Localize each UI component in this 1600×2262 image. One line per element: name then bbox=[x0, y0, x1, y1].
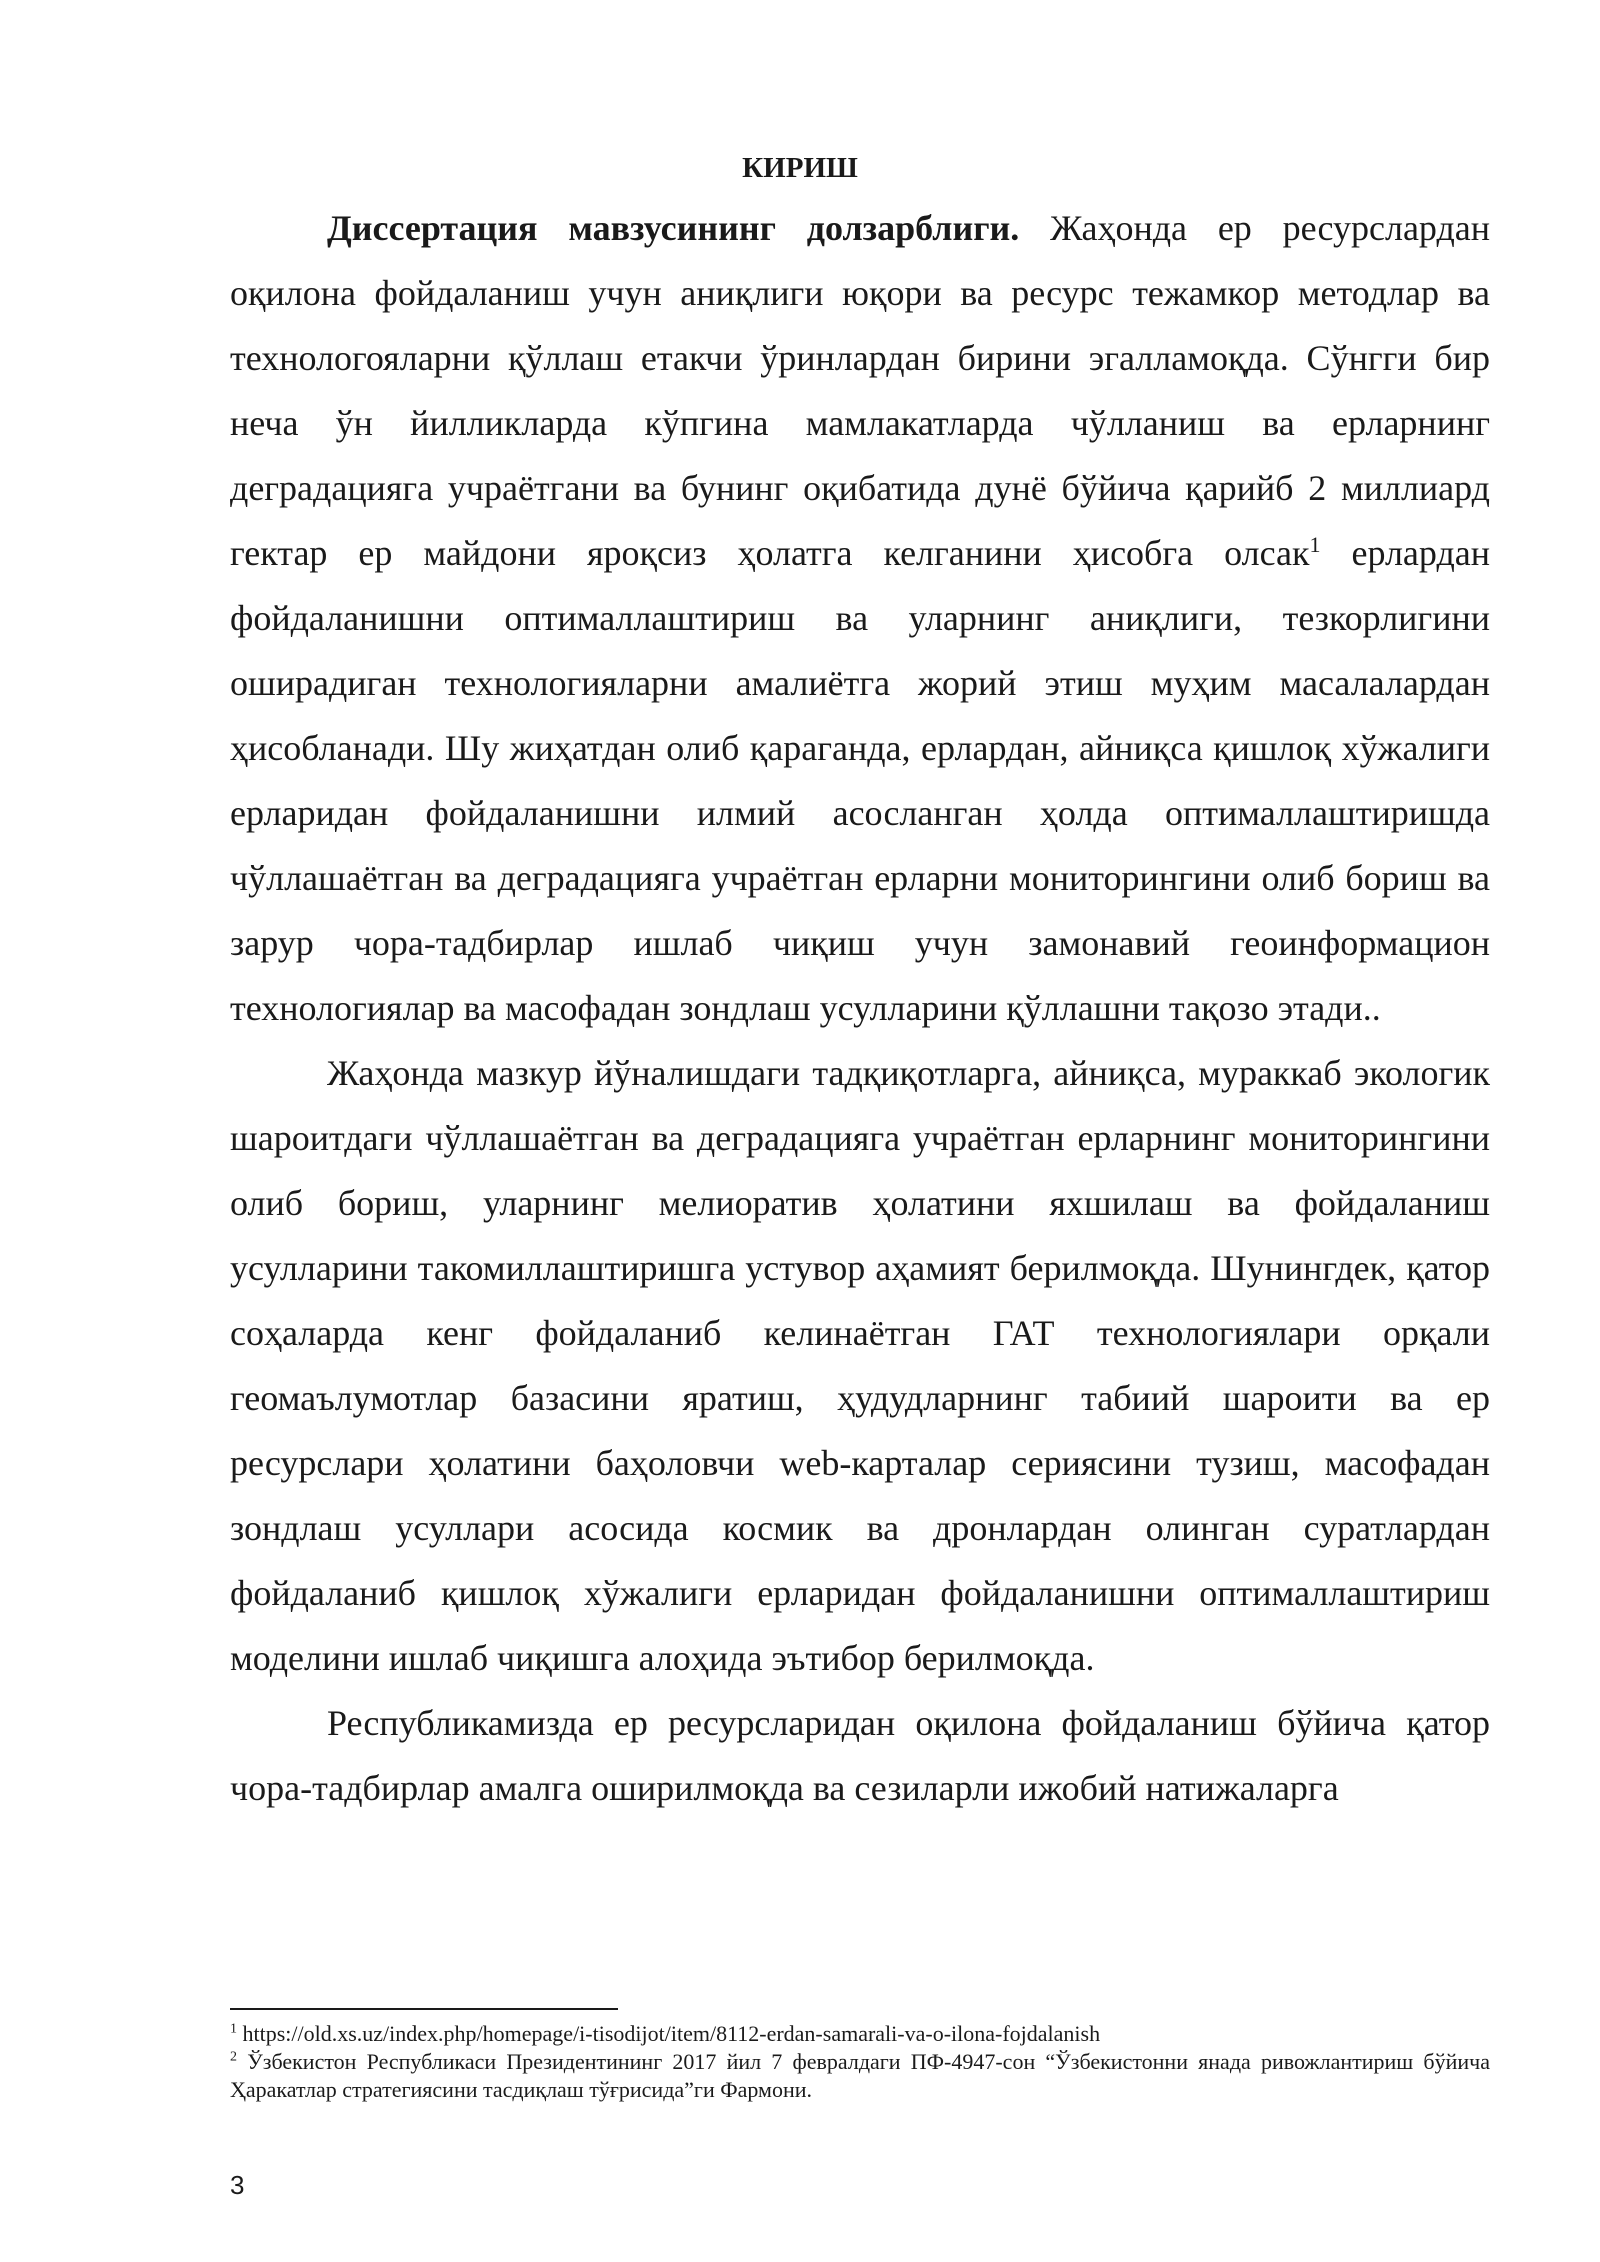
footnote-2 bbox=[230, 2048, 1490, 2104]
body-text bbox=[230, 196, 1490, 1821]
paragraph-republic: Республикамизда ер ресурсларидан оқилона фойдаланиш бўйича қатор чора-тадбирлар амалга оширилмоқда ва сезиларли ижобий натижаларга bbox=[230, 1703, 1490, 1808]
paragraph-relevance bbox=[230, 196, 1490, 1041]
page-title: КИРИШ bbox=[742, 152, 858, 184]
paragraph-text: ерлардан фойдаланишни оптималлаштириш ва уларнинг аниқлиги, тезкорлигини оширадиган технологияларни амалиётга жорий этиш муҳим масалалардан ҳисобланади. Шу жиҳатдан олиб қараганда, ерлардан, айниқса қишлоқ хўжалиги ерларидан фойдаланишни илмий асосланган ҳолда оптималлаштиришда чўллашаётган ва деградацияга учраётган ерларни мониторингини олиб бориш ва зарур чора-тадбирлар ишлаб чиқиш учун замонавий геоинформацион технологиялар ва масофадан зондлаш усулларини қўллашни тақозо этади.. bbox=[230, 533, 1490, 1028]
section-lead: Диссертация мавзусининг долзарблиги. bbox=[327, 208, 1020, 248]
footnote-reference[interactable]: 1 bbox=[1309, 532, 1321, 557]
paragraph-research: Жаҳонда мазкур йўналишдаги тадқиқотларга, айниқса, мураккаб экологик шароитдаги чўллашаётган ва деградацияга учраётган ерларнинг мониторингини олиб бориш, уларнинг мелиоратив ҳолатини яхшилаш ва фойдаланиш усулларини такомиллаштиришга устувор аҳамият берилмоқда. Шунингдек, қатор соҳаларда кенг фойдаланиб келинаётган ГАТ технологиялари орқали геомаълумотлар базасини яратиш, ҳудудларнинг табиий шароити ва ер ресурслари ҳолатини баҳоловчи web-карталар сериясини тузиш, масофадан зондлаш усуллари асосида космик ва дронлардан олинган суратлардан фойдаланиб қишлоқ хўжалиги ерларидан фойдаланишни оптималлаштириш моделини ишлаб чиқишга алоҳида эътибор берилмоқда. bbox=[230, 1053, 1490, 1678]
footnotes bbox=[230, 2020, 1490, 2104]
page-number: 3 bbox=[230, 2170, 245, 2200]
footnote-divider bbox=[230, 2008, 618, 2010]
footnote-number: 1 bbox=[230, 2021, 237, 2037]
footnote-text: Ўзбекистон Республикаси Президентининг 2017 йил 7 февралдаги ПФ-4947-сон “Ўзбекистонни янада ривожлантириш бўйича Ҳаракатлар стратегиясини тасдиқлаш тўғрисида”ги Фармони. bbox=[230, 2049, 1490, 2102]
footnote-link[interactable]: https://old.xs.uz/index.php/homepage/i-tisodijot/item/8112-erdan-samarali-va-o-ilona-fojdalanish bbox=[242, 2021, 1101, 2046]
footnote-number: 2 bbox=[230, 2049, 237, 2065]
footnote-1 bbox=[230, 2020, 1490, 2048]
paragraph-text: Жаҳонда ер ресурслардан оқилона фойдаланиш учун аниқлиги юқори ва ресурс тежамкор методлар ва технологояларни қўллаш етакчи ўринлардан бирини эгалламоқда. Сўнгги бир неча ўн йилликларда кўпгина мамлакатларда чўлланиш ва ерларнинг деградацияга учраётгани ва бунинг оқибатида дунё бўйича қарийб 2 миллиард гектар ер майдони яроқсиз ҳолатга келганини ҳисобга олсак bbox=[230, 208, 1491, 573]
